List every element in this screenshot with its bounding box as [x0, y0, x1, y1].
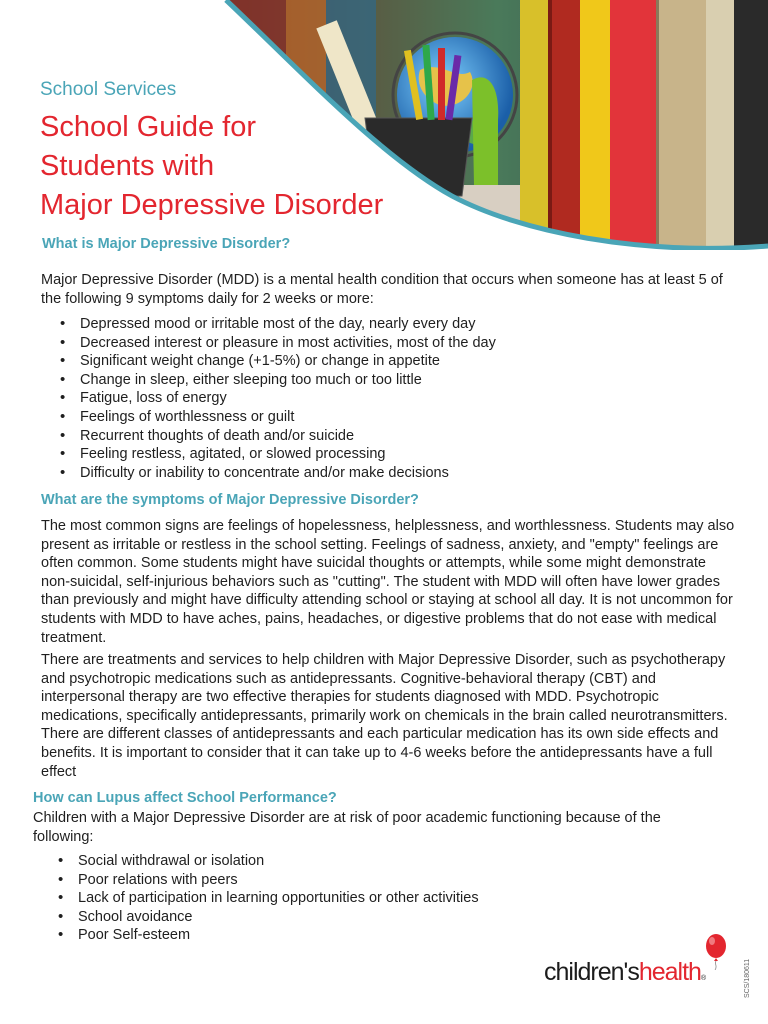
- heading-symptoms: What are the symptoms of Major Depressive Disorder?: [41, 492, 419, 508]
- list-item: • Feeling restless, agitated, or slowed processing: [60, 445, 740, 464]
- list-item: • Change in sleep, either sleeping too much or too little: [60, 371, 740, 390]
- list-item: • Recurrent thoughts of death and/or suicide: [60, 427, 740, 446]
- registered-mark: ®: [700, 975, 707, 982]
- list-item: • Significant weight change (+1-5%) or change in appetite: [60, 352, 740, 371]
- document-code: SCS/180611: [744, 958, 751, 998]
- risk-list: [58, 852, 718, 945]
- list-item: • Fatigue, loss of energy: [60, 389, 740, 408]
- list-item: • Poor Self-esteem: [58, 926, 718, 945]
- title-line-2: Students with: [40, 150, 215, 182]
- title-line-1: School Guide for: [40, 111, 257, 143]
- symptom-list: [60, 315, 740, 482]
- childrens-health-logo: [544, 934, 754, 994]
- balloon-icon: [704, 934, 728, 970]
- list-item: • Decreased interest or pleasure in most activities, most of the day: [60, 334, 740, 353]
- title-line-3: Major Depressive Disorder: [40, 189, 384, 221]
- heading-school-performance: How can Lupus affect School Performance?: [33, 790, 337, 806]
- page-title: [40, 108, 383, 225]
- school-intro-paragraph: Children with a Major Depressive Disorder are at risk of poor academic functioning because of the following:: [33, 810, 661, 845]
- list-item: • Difficulty or inability to concentrate and/or make decisions: [60, 464, 740, 483]
- intro-paragraph: Major Depressive Disorder (MDD) is a mental health condition that occurs when someone has at least 5 of the following 9 symptoms daily for 2 weeks or more:: [41, 272, 723, 307]
- list-item: • Depressed mood or irritable most of the day, nearly every day: [60, 315, 740, 334]
- symptoms-paragraph: The most common signs are feelings of hopelessness, helplessness, and worthlessness. Students may also present as irritable or restless in the school setting. Feelings of sadness, anxiety, and "empty" feelings are often common. Some students might have suicidal thoughts or attempts, while some might demonstrate non-suicidal, self-injurious behaviors such as "cutting". The student with MDD will often have lower grades than previously and might have difficulty attending school or staying at school all day. It is not uncommon for students with MDD to have aches, pains, headaches, or digestive problems that do not ease with medical treatment.: [41, 518, 735, 646]
- treatment-paragraph: There are treatments and services to help children with Major Depressive Disorder, such as psychotherapy and psychotropic medications such as antidepressants. Cognitive-behavioral therapy (CBT) and interpersonal therapy are two effective therapies for students diagnosed with MDD. Psychotropic medications, specifically antidepressants, primarily work on chemicals in the brain called neurotransmitters. There are different classes of antidepressants and each particular medication has its own side effects and benefits. It is important to consider that it can take up to 4-6 weeks before the antidepressants have a full effect: [41, 652, 728, 780]
- heading-what-is: What is Major Depressive Disorder?: [42, 236, 291, 252]
- list-item: • Feelings of worthlessness or guilt: [60, 408, 740, 427]
- logo-text-childrens: children's: [544, 958, 639, 986]
- section-label: School Services: [40, 79, 177, 100]
- list-item: • School avoidance: [58, 908, 718, 927]
- list-item: • Poor relations with peers: [58, 871, 718, 890]
- logo-text-health: health: [638, 958, 701, 986]
- list-item: • Social withdrawal or isolation: [58, 852, 718, 871]
- list-item: • Lack of participation in learning opportunities or other activities: [58, 889, 718, 908]
